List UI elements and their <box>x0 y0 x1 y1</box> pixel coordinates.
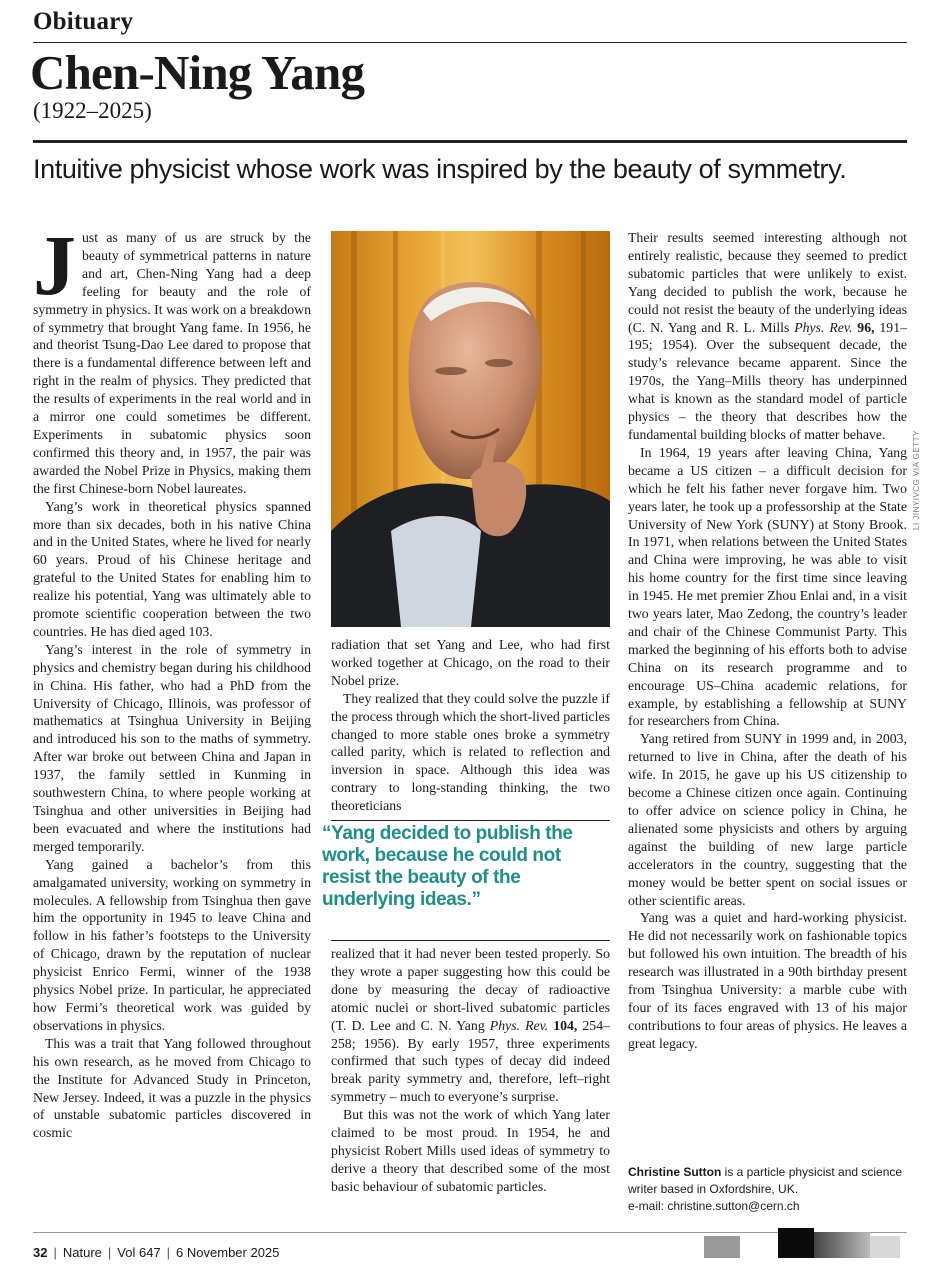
page-footer: 32 | Nature | Vol 647 | 6 November 2025 <box>33 1245 280 1260</box>
column-1 <box>33 217 311 1142</box>
redaction-block-2 <box>778 1228 814 1258</box>
paragraph: Yang retired from SUNY in 1999 and, in 2003, returned to live in China, after the death of his wife. In 2015, he gave up his US citizenship to become a Chinese citizen once again. Continuing to offer advice on science policy in China, he alienated some physicists and others by arguing against the building of new large particle accelerators in the country, suggesting that the money would be better spent on social issues or other scientific areas. <box>628 731 907 908</box>
page-number: 32 <box>33 1245 48 1260</box>
author-name: Christine Sutton <box>628 1165 722 1179</box>
standfirst: Intuitive physicist whose work was inspired by the beauty of symmetry. <box>33 154 847 184</box>
paragraph: In 1964, 19 years after leaving China, Yang became a US citizen – a difficult decision for which he felt his father never forgave him. Two years later, he took up a professorship at the State University of New York (SUNY) at Stony Brook. In 1971, when relations between the United States and China were improving, he was able to visit his home country for the first time since leaving in 1945. He met premier Zhou Enlai and, in a visit two years later, Mao Zedong, the country’s leader and chair of the Chinese Communist Party. This marked the beginning of his efforts both to advise China on its research programme and to encourage US–China academic relations, for example, by establishing a fellowship at SUNY for researchers from China. <box>628 444 907 729</box>
issue-date: 6 November 2025 <box>176 1245 280 1260</box>
drop-cap: J <box>33 217 76 313</box>
journal-title: Nature <box>62 1245 102 1260</box>
redaction-block-4 <box>870 1236 900 1258</box>
footer-rule <box>33 1232 907 1233</box>
author-bio: is a particle physicist and science writer based in Oxfordshire, UK. <box>628 1165 903 1196</box>
pullquote: “Yang decided to publish the work, because he could not resist the beauty of the underlying ideas.” <box>322 823 573 910</box>
journal-name: Phys. Rev. <box>489 1017 549 1033</box>
pullquote-top-rule <box>331 820 610 821</box>
paragraph: Yang was a quiet and hard-working physicist. He did not necessarily work on fashionable topics but followed his own intuition. The breadth of his research was illustrated in a 90th birthday present from Tsinghua University: a marble cube with four of its faces engraved with 13 of his major contributions to four areas of physics. He leaves a great legacy. <box>628 910 907 1051</box>
header-rule <box>33 140 907 143</box>
paragraph: But this was not the work of which Yang later claimed to be most proud. In 1954, he and physicist Robert Mills used ideas of symmetry to derive a theory that described some of the most basic behaviour of subatomic particles. <box>331 1107 610 1194</box>
paragraph: Just as many of us are struck by the beauty of symmetrical patterns in nature and art, Chen-Ning Yang had a deep feeling for beauty and the role of symmetry in physics. It was work on a breakdown of symmetry that brought Yang fame. In 1956, he and theorist Tsung-Dao Lee dared to propose that there is a fundamental difference between left and right in the realm of physics. They predicted that the results of experiments in the real world and in a mirror one could sometimes be different. Experiments in subatomic physics soon confirmed this theory and, in 1957, the pair was awarded the Nobel Prize in Physics, making them the first Chinese-born Nobel laureates. <box>33 217 311 496</box>
paragraph: radiation that set Yang and Lee, who had first worked together at Chicago, on the road to their Nobel prize. <box>331 637 610 688</box>
volume: Vol 647 <box>117 1245 161 1260</box>
author-note <box>628 1164 907 1215</box>
life-years: (1922–2025) <box>33 98 152 123</box>
paragraph: Their results seemed interesting although not entirely realistic, because they seemed to predict subatomic particles that were unlikely to exist. Yang decided to publish the work, because he could not resist the beauty of the underlying ideas (C. N. Yang and R. L. Mills Phys. Rev. 96, 191–195; 1954). Over the subsequent decade, the study’s relevance became apparent. Since the 1970s, the Yang–Mills theory has underpinned what is known as the standard model of particle physics – the theory that describes how the fundamental building blocks of matter behave. <box>628 230 907 442</box>
paragraph: Yang gained a bachelor’s from this amalgamated university, working on symmetry in molecules. A fellowship from Tsinghua then gave him the opportunity in 1945 to leave China and follow in his father’s footsteps to the University of Chicago, drawn by the reputation of nuclear physicist Enrico Fermi, winner of the 1938 physics Nobel prize. In particular, he appreciated how Fermi’s theoretical work was guided by observations in physics. <box>33 856 311 1033</box>
pullquote-bottom-rule <box>331 940 610 941</box>
paragraph: Yang’s work in theoretical physics spanned more than six decades, both in his native China and in the United States, where he lived for nearly 60 years. Proud of his Chinese heritage and grateful to the United States for enabling him to realize his potential, Yang was ultimately able to promote scientific cooperation between the two countries. He has died aged 103. <box>33 498 311 639</box>
portrait-illustration <box>331 231 610 627</box>
obituary-name: Chen-Ning Yang <box>30 45 365 100</box>
journal-name: Phys. Rev. <box>794 319 853 335</box>
redaction-block-1 <box>704 1236 740 1258</box>
column-2-bottom <box>331 945 610 1196</box>
redaction-block-3 <box>814 1232 870 1258</box>
author-email[interactable]: e-mail: christine.sutton@cern.ch <box>628 1199 800 1213</box>
section-label: Obituary <box>33 8 134 35</box>
column-2-top <box>331 636 610 815</box>
portrait-photo <box>331 231 610 627</box>
top-rule <box>33 42 907 43</box>
paragraph: This was a trait that Yang followed throughout his own research, as he moved from Chicago to the Institute for Advanced Study in Princeton, New Jersey. Indeed, it was a puzzle in the physics of unstable subatomic particles discovered in cosmic <box>33 1035 311 1141</box>
journal-volume: 104, <box>548 1017 578 1033</box>
paragraph: Yang’s interest in the role of symmetry in physics and chemistry began during his childhood in China. His father, who had a PhD from the University of Chicago, Illinois, was professor of mathematics at Tsinghua University in Beijing and introduced his son to the maths of symmetry. After war broke out between China and Japan in 1937, the family settled in Kunming in southwestern China, to where people working at Tsinghua and other universities in Beijing had been evacuated and where the institutions had merged temporarily. <box>33 641 311 854</box>
column-3 <box>628 229 907 1053</box>
photo-credit: LI JINYIVCG VIA GETTY <box>912 430 921 530</box>
paragraph: realized that it had never been tested properly. So they wrote a paper suggesting how this could be done by measuring the decay of radioactive atomic nuclei or short-lived subatomic particles (T. D. Lee and C. N. Yang Phys. Rev. 104, 254–258; 1956). By early 1957, three experiments confirmed that such types of decay did indeed break parity symmetry and, therefore, left–right symmetry – much to everyone’s surprise. <box>331 946 611 1105</box>
paragraph: They realized that they could solve the puzzle if the process through which the short-lived particles changed to more stable ones broke a symmetry called parity, which is related to reflection and inversion in space. Although this idea was contrary to long-standing thinking, the two theoreticians <box>331 690 610 814</box>
journal-volume: 96, <box>852 319 875 335</box>
